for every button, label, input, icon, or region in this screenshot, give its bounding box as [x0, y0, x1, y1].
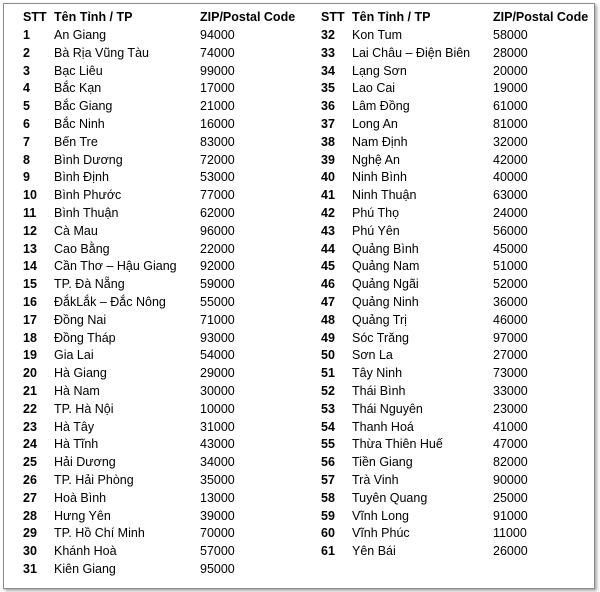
row-zip: 28000 [493, 45, 528, 60]
row-stt: 23 [23, 419, 37, 434]
row-stt: 31 [23, 561, 37, 576]
row-province: Bình Dương [54, 152, 123, 167]
row-province: Bạc Liêu [54, 63, 103, 78]
row-stt: 19 [23, 348, 37, 363]
row-province: Hà Tây [54, 419, 95, 434]
row-zip: 21000 [200, 99, 235, 114]
row-stt: 58 [321, 490, 335, 505]
row-stt: 51 [321, 366, 335, 381]
row-zip: 47000 [493, 437, 528, 452]
row-stt: 11 [23, 205, 37, 220]
row-zip: 54000 [200, 348, 235, 363]
row-province: Trà Vinh [352, 472, 399, 487]
row-province: TP. Đà Nẵng [54, 277, 125, 292]
row-zip: 22000 [200, 241, 235, 256]
row-stt: 9 [23, 170, 30, 185]
row-stt: 6 [23, 116, 30, 131]
row-stt: 25 [23, 455, 37, 470]
row-stt: 20 [23, 366, 37, 381]
row-stt: 56 [321, 455, 335, 470]
row-zip: 24000 [493, 205, 528, 220]
row-province: Quảng Nam [352, 259, 420, 274]
row-zip: 20000 [493, 63, 528, 78]
row-stt: 57 [321, 472, 335, 487]
row-stt: 46 [321, 277, 335, 292]
header-stt: STT [321, 10, 345, 24]
row-province: Thái Bình [352, 383, 406, 398]
row-stt: 2 [23, 45, 30, 60]
row-stt: 49 [321, 330, 335, 345]
row-province: TP. Hà Nội [54, 401, 114, 416]
row-stt: 32 [321, 28, 335, 42]
header-zip: ZIP/Postal Code [200, 10, 296, 24]
row-zip: 40000 [493, 170, 528, 185]
row-zip: 30000 [200, 383, 235, 398]
row-stt: 17 [23, 312, 37, 327]
row-zip: 83000 [200, 134, 235, 149]
row-province: Quảng Ninh [352, 294, 419, 309]
row-province: Bến Tre [54, 134, 98, 149]
row-stt: 16 [23, 294, 37, 309]
row-province: Bà Rịa Vũng Tàu [54, 45, 149, 60]
row-province: Phú Thọ [352, 205, 400, 220]
row-stt: 60 [321, 526, 335, 541]
row-province: ĐắkLắk – Đắc Nông [54, 294, 166, 309]
row-province: Vĩnh Long [352, 508, 409, 523]
row-province: TP. Hồ Chí Minh [54, 526, 145, 541]
row-stt: 61 [321, 544, 335, 559]
row-zip: 19000 [493, 81, 528, 96]
row-province: Ninh Bình [352, 170, 407, 185]
row-stt: 59 [321, 508, 335, 523]
row-stt: 4 [23, 81, 30, 96]
row-province: Thừa Thiên Huế [352, 437, 443, 452]
row-zip: 13000 [200, 490, 235, 505]
row-stt: 55 [321, 437, 335, 452]
row-province: Nghệ An [352, 152, 400, 167]
row-stt: 28 [23, 508, 37, 523]
row-province: Hà Tĩnh [54, 437, 99, 452]
row-stt: 54 [321, 419, 335, 434]
row-zip: 16000 [200, 116, 235, 131]
row-zip: 71000 [200, 312, 235, 327]
row-stt: 15 [23, 277, 37, 292]
row-province: Cần Thơ – Hậu Giang [54, 259, 177, 274]
row-province: Tiền Giang [352, 455, 413, 470]
row-province: TP. Hải Phòng [54, 472, 134, 487]
row-province: Vĩnh Phúc [352, 526, 410, 541]
row-zip: 99000 [200, 63, 235, 78]
row-zip: 52000 [493, 277, 528, 292]
row-stt: 22 [23, 401, 37, 416]
row-zip: 46000 [493, 312, 528, 327]
row-province: Phú Yên [352, 223, 400, 238]
row-province: Nam Định [352, 134, 408, 149]
row-stt: 53 [321, 401, 335, 416]
row-zip: 81000 [493, 116, 528, 131]
row-zip: 97000 [493, 330, 528, 345]
row-zip: 72000 [200, 152, 235, 167]
row-stt: 27 [23, 490, 37, 505]
row-zip: 32000 [493, 134, 528, 149]
row-province: Kon Tum [352, 28, 403, 42]
row-province: Hà Nam [54, 383, 100, 398]
row-province: Quảng Trị [352, 312, 407, 327]
row-stt: 44 [321, 241, 335, 256]
row-province: Gia Lai [54, 348, 94, 363]
row-zip: 91000 [493, 508, 528, 523]
row-stt: 13 [23, 241, 37, 256]
row-province: Đồng Nai [54, 312, 107, 327]
row-zip: 10000 [200, 401, 235, 416]
row-province: Yên Bái [352, 544, 396, 559]
row-province: Bình Thuận [54, 205, 119, 220]
row-province: Ninh Thuận [352, 188, 417, 203]
row-stt: 8 [23, 152, 30, 167]
row-stt: 35 [321, 81, 335, 96]
row-province: Hoà Bình [54, 490, 107, 505]
header-province: Tên Tỉnh / TP [54, 10, 133, 24]
row-zip: 58000 [493, 28, 528, 42]
row-province: Kiên Giang [54, 561, 116, 576]
row-zip: 27000 [493, 348, 528, 363]
row-zip: 96000 [200, 223, 235, 238]
row-province: Bình Định [54, 170, 109, 185]
row-zip: 73000 [493, 366, 528, 381]
row-province: Hưng Yên [54, 508, 111, 523]
row-zip: 42000 [493, 152, 528, 167]
row-zip: 29000 [200, 366, 235, 381]
row-zip: 82000 [493, 455, 528, 470]
row-zip: 95000 [200, 561, 235, 576]
row-stt: 41 [321, 188, 335, 203]
row-province: Cao Bằng [54, 241, 110, 256]
row-stt: 38 [321, 134, 335, 149]
row-zip: 74000 [200, 45, 235, 60]
row-stt: 14 [23, 259, 37, 274]
row-zip: 90000 [493, 472, 528, 487]
row-province: Đồng Tháp [54, 330, 116, 345]
row-stt: 12 [23, 223, 37, 238]
row-stt: 43 [321, 223, 335, 238]
row-stt: 36 [321, 99, 335, 114]
row-stt: 18 [23, 330, 37, 345]
row-zip: 43000 [200, 437, 235, 452]
row-zip: 45000 [493, 241, 528, 256]
row-stt: 34 [321, 63, 335, 78]
row-stt: 47 [321, 294, 335, 309]
header-zip: ZIP/Postal Code [493, 10, 589, 24]
row-stt: 5 [23, 99, 30, 114]
row-province: Tây Ninh [352, 366, 403, 381]
row-zip: 70000 [200, 526, 235, 541]
header-stt: STT [23, 10, 47, 24]
row-zip: 61000 [493, 99, 528, 114]
row-stt: 40 [321, 170, 335, 185]
row-stt: 30 [23, 544, 37, 559]
row-stt: 29 [23, 526, 37, 541]
row-stt: 50 [321, 348, 335, 363]
row-province: Bình Phước [54, 188, 122, 203]
row-zip: 35000 [200, 472, 235, 487]
header-province: Tên Tỉnh / TP [352, 10, 431, 24]
row-zip: 56000 [493, 223, 528, 238]
row-province: Bắc Ninh [54, 116, 105, 131]
row-stt: 7 [23, 134, 30, 149]
row-province: Thanh Hoá [352, 419, 414, 434]
row-zip: 51000 [493, 259, 528, 274]
row-zip: 34000 [200, 455, 235, 470]
row-province: Lai Châu – Điện Biên [352, 45, 471, 60]
row-stt: 33 [321, 45, 335, 60]
row-stt: 1 [23, 28, 30, 42]
row-province: Quảng Bình [352, 241, 419, 256]
row-stt: 42 [321, 205, 335, 220]
row-stt: 52 [321, 383, 335, 398]
row-stt: 21 [23, 383, 37, 398]
row-province: Lao Cai [352, 81, 396, 96]
row-zip: 23000 [493, 401, 528, 416]
row-zip: 63000 [493, 188, 528, 203]
row-zip: 11000 [493, 526, 527, 541]
row-province: Sơn La [352, 348, 393, 363]
row-zip: 25000 [493, 490, 528, 505]
row-zip: 36000 [493, 294, 528, 309]
row-zip: 59000 [200, 277, 235, 292]
row-province: Thái Nguyên [352, 401, 423, 416]
row-stt: 24 [23, 437, 37, 452]
row-province: Bắc Kạn [54, 81, 102, 96]
row-stt: 3 [23, 63, 30, 78]
row-zip: 55000 [200, 294, 235, 309]
row-province: An Giang [54, 28, 107, 42]
row-stt: 26 [23, 472, 37, 487]
row-province: Hải Dương [54, 455, 116, 470]
row-zip: 94000 [200, 28, 235, 42]
row-zip: 77000 [200, 188, 235, 203]
row-province: Khánh Hoà [54, 544, 117, 559]
row-stt: 45 [321, 259, 335, 274]
row-stt: 39 [321, 152, 335, 167]
row-stt: 48 [321, 312, 335, 327]
row-stt: 10 [23, 188, 37, 203]
row-province: Tuyên Quang [352, 490, 428, 505]
row-zip: 93000 [200, 330, 235, 345]
row-stt: 37 [321, 116, 335, 131]
row-province: Sóc Trăng [352, 330, 409, 345]
row-zip: 41000 [493, 419, 528, 434]
row-province: Quảng Ngãi [352, 277, 419, 292]
row-zip: 26000 [493, 544, 528, 559]
row-zip: 31000 [200, 419, 235, 434]
row-province: Lâm Đồng [352, 99, 410, 114]
row-zip: 57000 [200, 544, 235, 559]
row-province: Lạng Sơn [352, 63, 407, 78]
row-zip: 53000 [200, 170, 235, 185]
row-zip: 33000 [493, 383, 528, 398]
row-province: Bắc Giang [54, 99, 113, 114]
row-zip: 39000 [200, 508, 235, 523]
row-zip: 17000 [200, 81, 235, 96]
row-zip: 62000 [200, 205, 235, 220]
row-zip: 92000 [200, 259, 235, 274]
row-province: Long An [352, 116, 398, 131]
row-province: Cà Mau [54, 223, 98, 238]
postal-code-table [3, 3, 595, 589]
row-province: Hà Giang [54, 366, 107, 381]
